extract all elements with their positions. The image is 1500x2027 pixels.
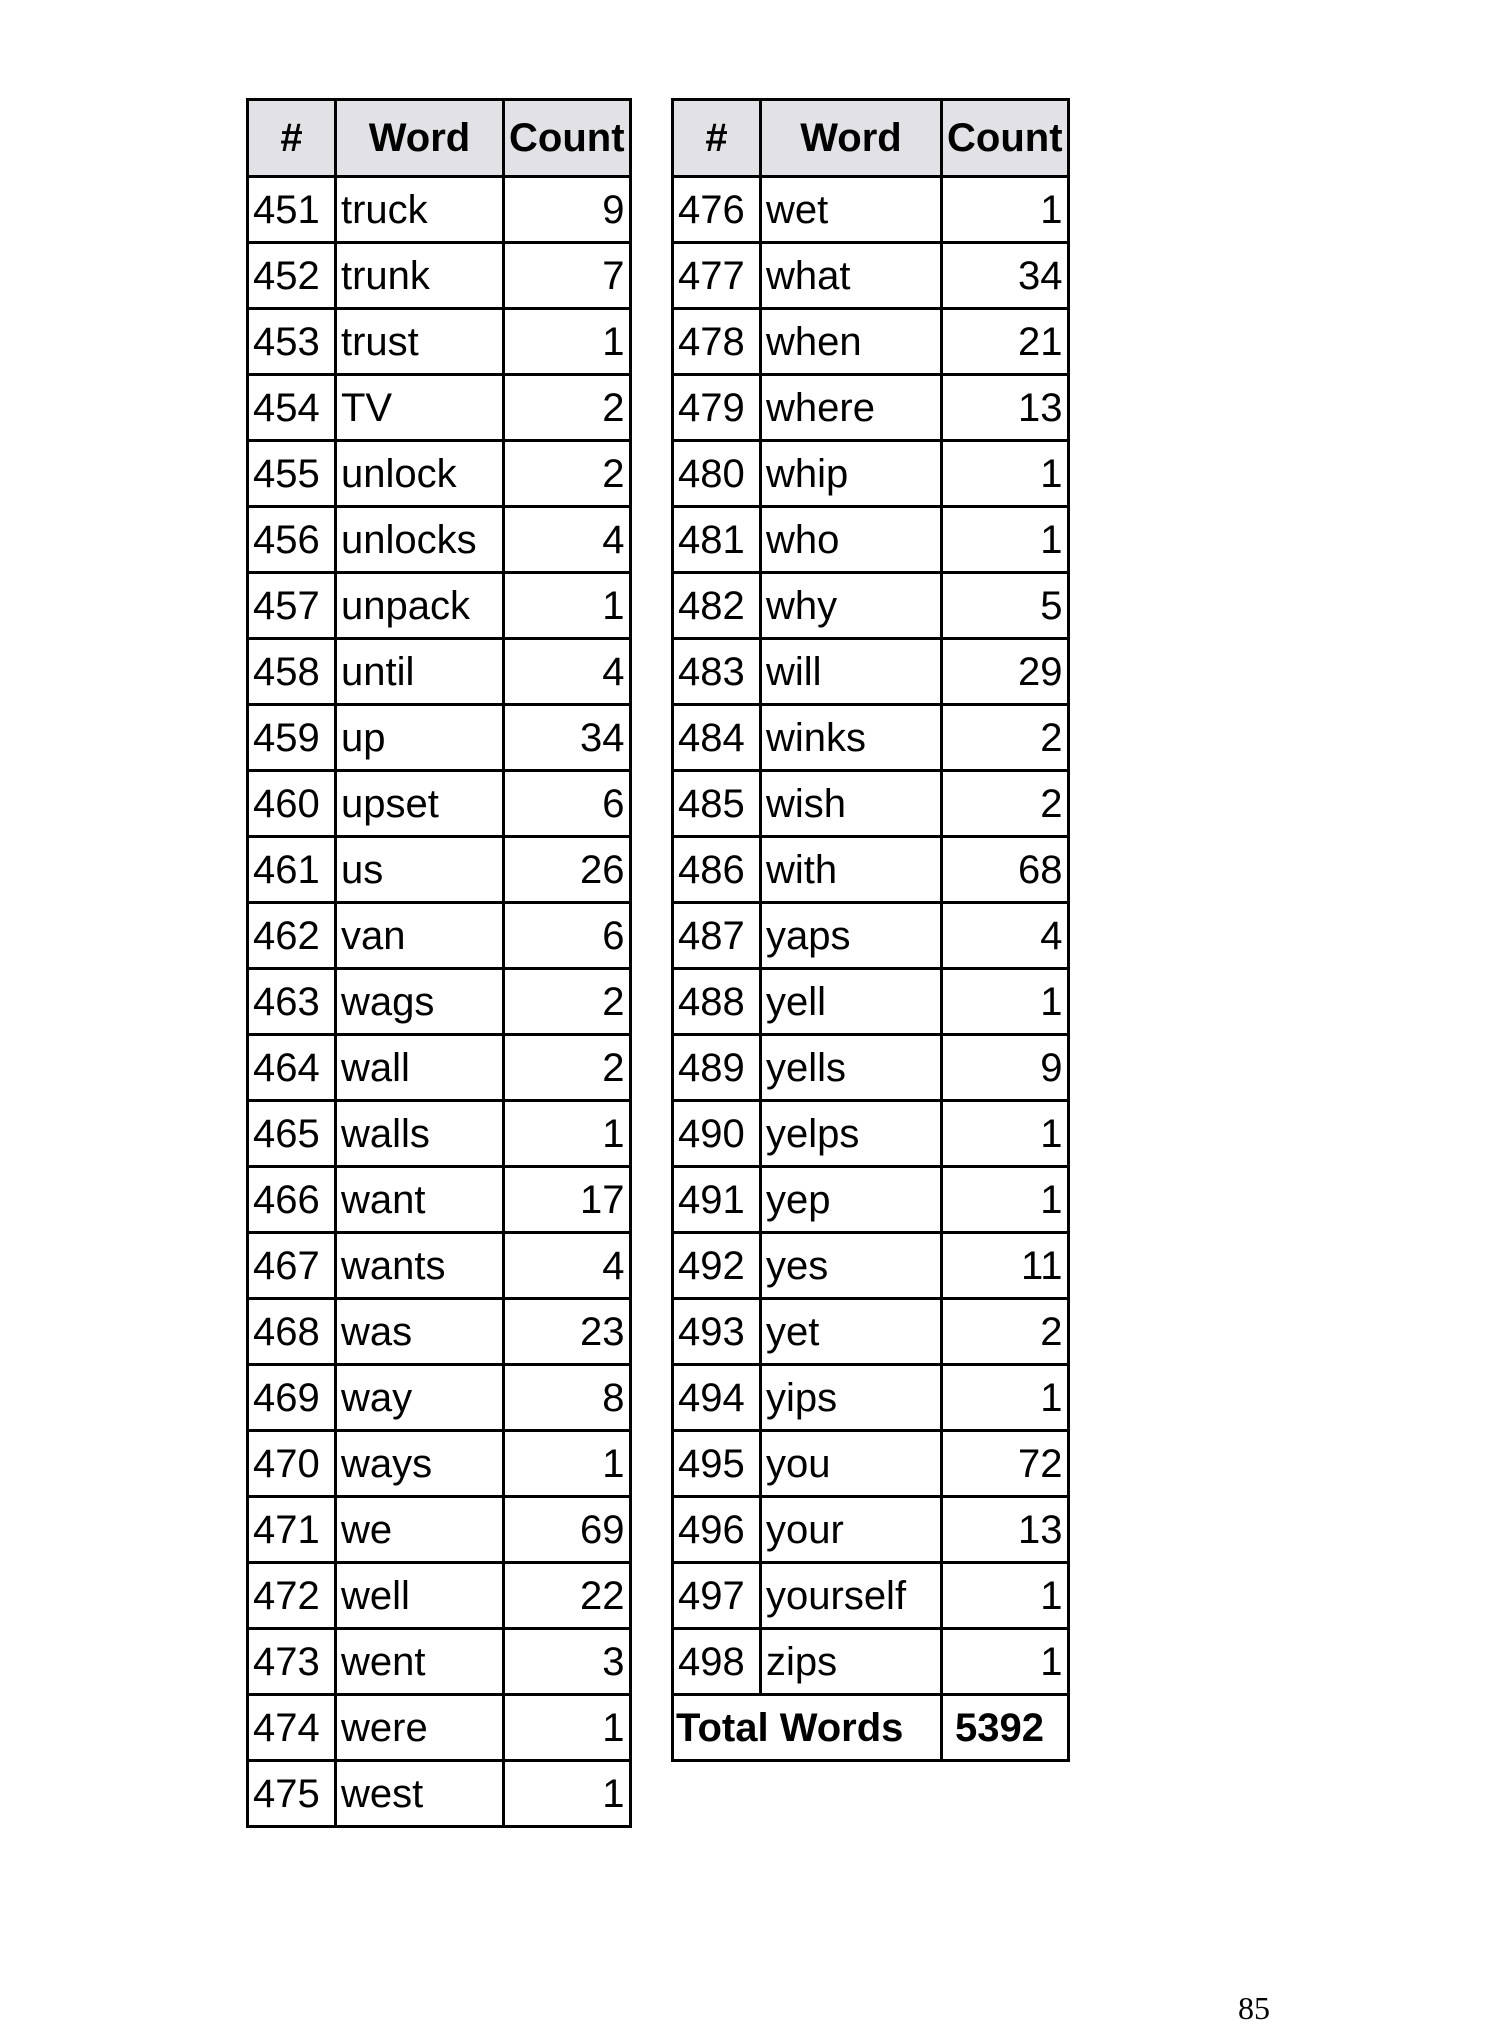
row-word: will xyxy=(761,639,942,705)
row-count: 1 xyxy=(504,573,631,639)
table-row xyxy=(673,969,1069,1035)
header-count: Count xyxy=(504,100,631,177)
row-number: 489 xyxy=(673,1035,761,1101)
table-row xyxy=(673,1233,1069,1299)
row-word: us xyxy=(336,837,504,903)
row-word: wish xyxy=(761,771,942,837)
row-word: trust xyxy=(336,309,504,375)
row-word: truck xyxy=(336,177,504,243)
table-row xyxy=(248,573,631,639)
total-row xyxy=(673,1695,1069,1761)
row-count: 21 xyxy=(942,309,1069,375)
header-number: # xyxy=(673,100,761,177)
row-number: 482 xyxy=(673,573,761,639)
table-row xyxy=(673,1563,1069,1629)
row-count: 1 xyxy=(504,309,631,375)
row-number: 488 xyxy=(673,969,761,1035)
row-word: wants xyxy=(336,1233,504,1299)
row-word: with xyxy=(761,837,942,903)
row-word: up xyxy=(336,705,504,771)
row-number: 475 xyxy=(248,1761,336,1827)
header-word: Word xyxy=(336,100,504,177)
row-count: 2 xyxy=(504,969,631,1035)
row-count: 1 xyxy=(942,441,1069,507)
row-count: 1 xyxy=(942,1365,1069,1431)
table-row xyxy=(248,969,631,1035)
row-number: 455 xyxy=(248,441,336,507)
table-row xyxy=(248,771,631,837)
row-number: 461 xyxy=(248,837,336,903)
table-row xyxy=(673,177,1069,243)
row-number: 471 xyxy=(248,1497,336,1563)
row-count: 1 xyxy=(504,1695,631,1761)
row-word: whip xyxy=(761,441,942,507)
row-word: who xyxy=(761,507,942,573)
row-word: yell xyxy=(761,969,942,1035)
row-number: 457 xyxy=(248,573,336,639)
table-row xyxy=(673,507,1069,573)
row-number: 494 xyxy=(673,1365,761,1431)
table-row xyxy=(248,375,631,441)
row-number: 474 xyxy=(248,1695,336,1761)
header-number: # xyxy=(248,100,336,177)
row-count: 34 xyxy=(942,243,1069,309)
row-word: were xyxy=(336,1695,504,1761)
header-word: Word xyxy=(761,100,942,177)
table-row xyxy=(673,375,1069,441)
row-number: 451 xyxy=(248,177,336,243)
row-word: your xyxy=(761,1497,942,1563)
row-word: when xyxy=(761,309,942,375)
row-number: 452 xyxy=(248,243,336,309)
table-row xyxy=(248,507,631,573)
row-number: 476 xyxy=(673,177,761,243)
table-row xyxy=(673,705,1069,771)
row-number: 477 xyxy=(673,243,761,309)
row-count: 2 xyxy=(504,1035,631,1101)
total-words-value: 5392 xyxy=(942,1695,1069,1761)
row-count: 2 xyxy=(942,705,1069,771)
row-word: TV xyxy=(336,375,504,441)
table-row xyxy=(248,1497,631,1563)
row-number: 460 xyxy=(248,771,336,837)
row-number: 478 xyxy=(673,309,761,375)
table-row xyxy=(248,837,631,903)
table-row xyxy=(673,573,1069,639)
table-row xyxy=(248,1167,631,1233)
table-row xyxy=(248,639,631,705)
table-row xyxy=(673,309,1069,375)
row-word: yourself xyxy=(761,1563,942,1629)
row-count: 8 xyxy=(504,1365,631,1431)
row-word: yells xyxy=(761,1035,942,1101)
row-number: 453 xyxy=(248,309,336,375)
row-count: 2 xyxy=(504,441,631,507)
table-row xyxy=(673,1431,1069,1497)
table-row xyxy=(248,1629,631,1695)
row-word: ways xyxy=(336,1431,504,1497)
row-count: 17 xyxy=(504,1167,631,1233)
table-row xyxy=(673,639,1069,705)
row-number: 493 xyxy=(673,1299,761,1365)
row-word: wall xyxy=(336,1035,504,1101)
row-word: unlocks xyxy=(336,507,504,573)
row-count: 1 xyxy=(942,1101,1069,1167)
row-count: 22 xyxy=(504,1563,631,1629)
row-word: way xyxy=(336,1365,504,1431)
table-row xyxy=(248,1035,631,1101)
row-word: what xyxy=(761,243,942,309)
row-word: unpack xyxy=(336,573,504,639)
row-word: yaps xyxy=(761,903,942,969)
row-count: 1 xyxy=(942,1629,1069,1695)
row-word: trunk xyxy=(336,243,504,309)
table-row xyxy=(673,903,1069,969)
row-count: 6 xyxy=(504,903,631,969)
row-number: 479 xyxy=(673,375,761,441)
row-count: 1 xyxy=(504,1101,631,1167)
row-number: 465 xyxy=(248,1101,336,1167)
row-count: 34 xyxy=(504,705,631,771)
row-word: until xyxy=(336,639,504,705)
table-row xyxy=(673,1365,1069,1431)
table-row xyxy=(673,1299,1069,1365)
row-word: winks xyxy=(761,705,942,771)
row-number: 496 xyxy=(673,1497,761,1563)
row-number: 462 xyxy=(248,903,336,969)
row-count: 9 xyxy=(504,177,631,243)
row-word: west xyxy=(336,1761,504,1827)
row-word: yep xyxy=(761,1167,942,1233)
row-number: 480 xyxy=(673,441,761,507)
row-number: 491 xyxy=(673,1167,761,1233)
row-number: 467 xyxy=(248,1233,336,1299)
header-row xyxy=(248,100,631,177)
row-count: 2 xyxy=(504,375,631,441)
row-word: was xyxy=(336,1299,504,1365)
row-number: 487 xyxy=(673,903,761,969)
row-word: yet xyxy=(761,1299,942,1365)
row-word: wags xyxy=(336,969,504,1035)
row-count: 3 xyxy=(504,1629,631,1695)
row-count: 1 xyxy=(942,177,1069,243)
row-number: 498 xyxy=(673,1629,761,1695)
row-word: where xyxy=(761,375,942,441)
row-number: 466 xyxy=(248,1167,336,1233)
row-word: yelps xyxy=(761,1101,942,1167)
table-row xyxy=(673,771,1069,837)
table-row xyxy=(673,1167,1069,1233)
row-number: 463 xyxy=(248,969,336,1035)
row-number: 469 xyxy=(248,1365,336,1431)
row-word: wet xyxy=(761,177,942,243)
row-number: 483 xyxy=(673,639,761,705)
table-row xyxy=(248,903,631,969)
row-word: why xyxy=(761,573,942,639)
word-count-table-left xyxy=(246,98,632,1828)
row-count: 6 xyxy=(504,771,631,837)
row-number: 485 xyxy=(673,771,761,837)
table-row xyxy=(248,1563,631,1629)
table-row xyxy=(673,441,1069,507)
row-count: 1 xyxy=(504,1761,631,1827)
row-word: van xyxy=(336,903,504,969)
row-count: 23 xyxy=(504,1299,631,1365)
table-row xyxy=(673,837,1069,903)
row-word: walls xyxy=(336,1101,504,1167)
row-count: 68 xyxy=(942,837,1069,903)
row-number: 464 xyxy=(248,1035,336,1101)
row-count: 5 xyxy=(942,573,1069,639)
row-count: 1 xyxy=(942,1563,1069,1629)
row-number: 470 xyxy=(248,1431,336,1497)
row-count: 1 xyxy=(504,1431,631,1497)
table-row xyxy=(248,243,631,309)
row-word: unlock xyxy=(336,441,504,507)
row-count: 4 xyxy=(504,507,631,573)
table-row xyxy=(248,1761,631,1827)
table-row xyxy=(248,1431,631,1497)
header-row xyxy=(673,100,1069,177)
row-word: we xyxy=(336,1497,504,1563)
row-number: 497 xyxy=(673,1563,761,1629)
table-row xyxy=(673,1497,1069,1563)
table-row xyxy=(248,1365,631,1431)
row-number: 495 xyxy=(673,1431,761,1497)
table-row xyxy=(673,243,1069,309)
table-row xyxy=(248,1299,631,1365)
row-count: 2 xyxy=(942,1299,1069,1365)
table-row xyxy=(673,1035,1069,1101)
row-count: 1 xyxy=(942,507,1069,573)
row-word: want xyxy=(336,1167,504,1233)
row-count: 4 xyxy=(504,639,631,705)
table-row xyxy=(248,177,631,243)
row-count: 72 xyxy=(942,1431,1069,1497)
row-number: 481 xyxy=(673,507,761,573)
row-count: 4 xyxy=(504,1233,631,1299)
row-word: went xyxy=(336,1629,504,1695)
table-row xyxy=(248,1233,631,1299)
header-count: Count xyxy=(942,100,1069,177)
row-word: you xyxy=(761,1431,942,1497)
row-count: 2 xyxy=(942,771,1069,837)
row-number: 490 xyxy=(673,1101,761,1167)
row-count: 4 xyxy=(942,903,1069,969)
page-number: 85 xyxy=(1238,1990,1270,2026)
row-number: 486 xyxy=(673,837,761,903)
row-count: 11 xyxy=(942,1233,1069,1299)
row-word: yes xyxy=(761,1233,942,1299)
row-number: 459 xyxy=(248,705,336,771)
row-number: 492 xyxy=(673,1233,761,1299)
table-row xyxy=(248,441,631,507)
row-count: 69 xyxy=(504,1497,631,1563)
row-number: 458 xyxy=(248,639,336,705)
row-count: 1 xyxy=(942,1167,1069,1233)
table-row xyxy=(673,1629,1069,1695)
row-count: 1 xyxy=(942,969,1069,1035)
row-number: 484 xyxy=(673,705,761,771)
row-number: 473 xyxy=(248,1629,336,1695)
row-word: yips xyxy=(761,1365,942,1431)
table-row xyxy=(248,705,631,771)
row-number: 468 xyxy=(248,1299,336,1365)
row-count: 9 xyxy=(942,1035,1069,1101)
row-count: 13 xyxy=(942,375,1069,441)
row-count: 13 xyxy=(942,1497,1069,1563)
row-count: 26 xyxy=(504,837,631,903)
row-word: well xyxy=(336,1563,504,1629)
row-number: 456 xyxy=(248,507,336,573)
table-row xyxy=(248,1101,631,1167)
row-word: zips xyxy=(761,1629,942,1695)
row-number: 454 xyxy=(248,375,336,441)
table-row xyxy=(673,1101,1069,1167)
word-count-table-right xyxy=(671,98,1070,1762)
row-count: 7 xyxy=(504,243,631,309)
row-number: 472 xyxy=(248,1563,336,1629)
table-row xyxy=(248,309,631,375)
total-words-label: Total Words xyxy=(673,1695,942,1761)
row-word: upset xyxy=(336,771,504,837)
table-row xyxy=(248,1695,631,1761)
row-count: 29 xyxy=(942,639,1069,705)
